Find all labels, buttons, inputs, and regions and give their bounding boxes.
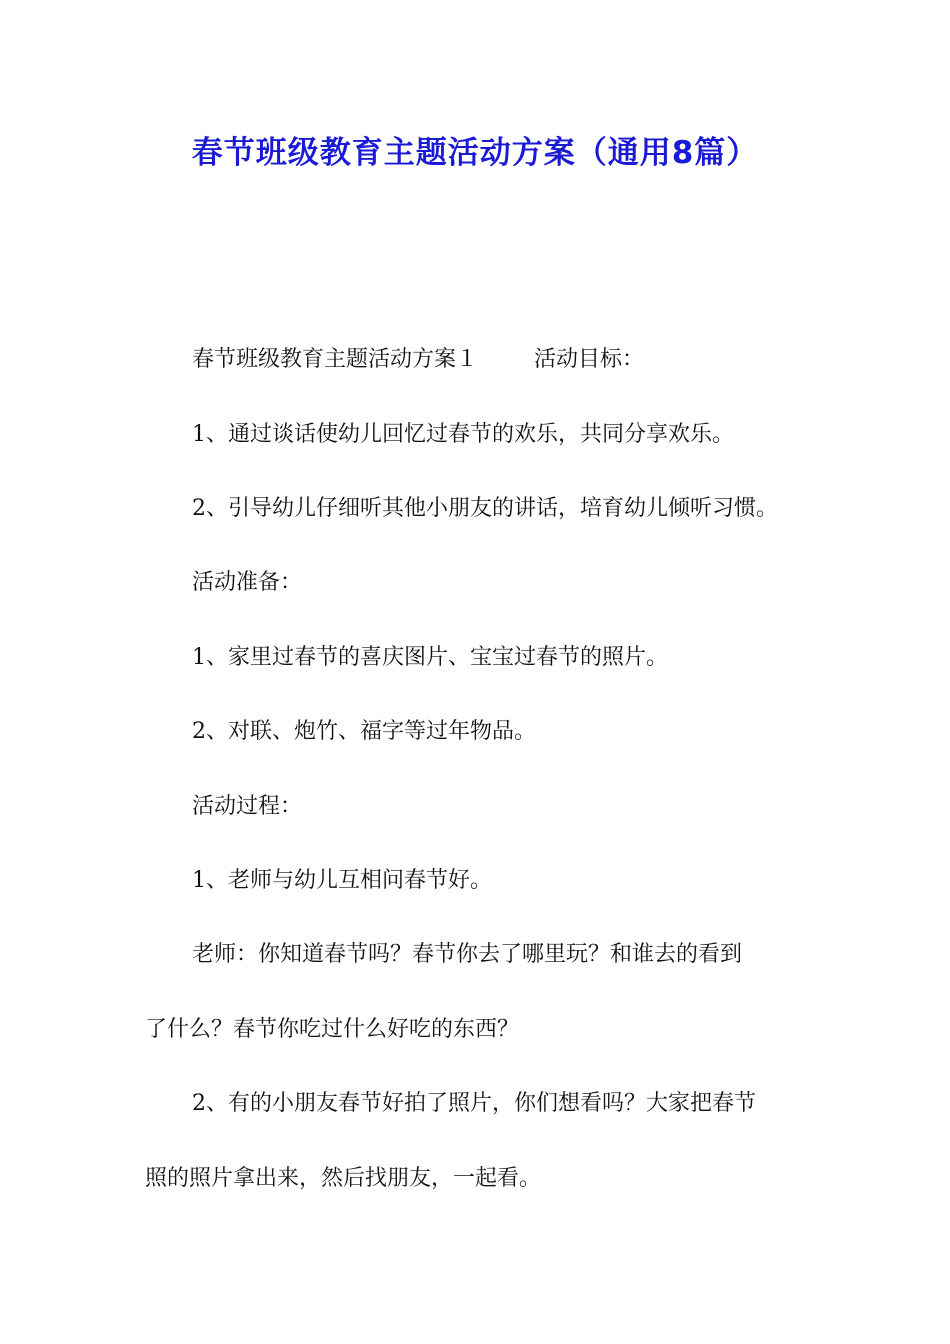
subheading: 活动准备： (192, 570, 303, 595)
section-heading: 春节班级教育主题活动方案１ (192, 347, 479, 372)
subheading: 活动目标： (534, 347, 645, 372)
document-title: 春节班级教育主题活动方案（通用8篇） (191, 135, 759, 171)
paragraph-line: 了什么？春节你吃过什么好吃的东西？ (145, 1017, 520, 1042)
paragraph-line: 1、家里过春节的喜庆图片、宝宝过春节的照片。 (192, 645, 668, 670)
paragraph-line: 2、有的小朋友春节好拍了照片，你们想看吗？大家把春节 (192, 1091, 756, 1116)
paragraph-line: 老师：你知道春节吗？春节你去了哪里玩？和谁去的看到 (192, 942, 743, 967)
paragraph-line: 2、对联、炮竹、福字等过年物品。 (192, 719, 536, 744)
paragraph-line (145, 345, 815, 375)
subheading: 活动过程： (192, 794, 303, 819)
paragraph-line: 1、老师与幼儿互相问春节好。 (192, 868, 492, 893)
paragraph-line: 1、通过谈话使幼儿回忆过春节的欢乐，共同分享欢乐。 (192, 422, 734, 447)
paragraph-line: 2、引导幼儿仔细听其他小朋友的讲话，培育幼儿倾听习惯。 (192, 496, 778, 521)
paragraph-line: 照的照片拿出来，然后找朋友，一起看。 (145, 1166, 542, 1191)
